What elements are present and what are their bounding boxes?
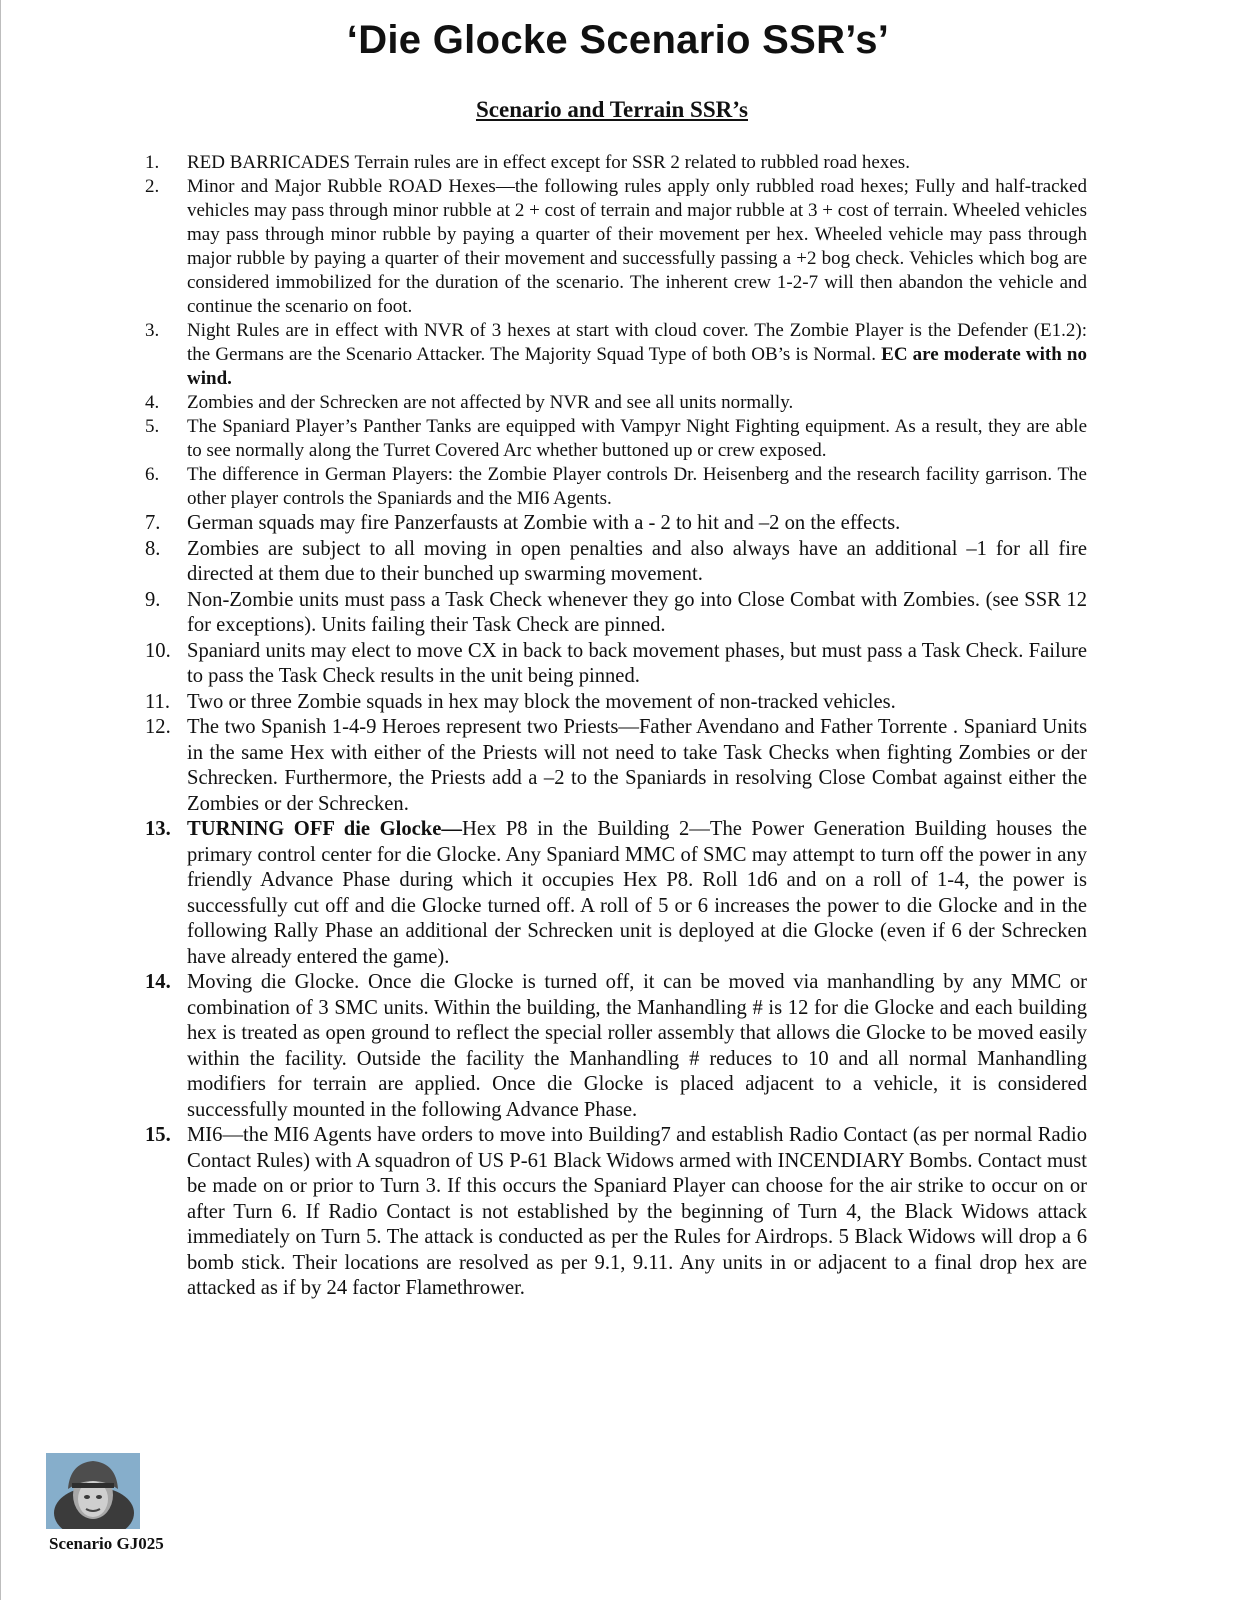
rule-number: 6.: [145, 464, 160, 485]
rule-item: [145, 970, 1087, 1123]
rule-item: [145, 715, 1087, 817]
section-heading: Scenario and Terrain SSR’s: [475, 97, 748, 122]
soldier-portrait-graphic: [46, 1453, 140, 1529]
rule-text: Zombies and der Schrecken are not affected by NVR and see all units normally.: [187, 392, 794, 413]
rule-number: 10.: [145, 639, 171, 662]
rule-text: RED BARRICADES Terrain rules are in effect except for SSR 2 related to rubbled road hexes.: [187, 152, 910, 173]
rule-text: German squads may fire Panzerfausts at Zombie with a - 2 to hit and –2 on the effects.: [187, 512, 901, 534]
rule-text: Two or three Zombie squads in hex may block the movement of non-tracked vehicles.: [187, 690, 896, 713]
rule-number: 15.: [145, 1124, 171, 1146]
rule-text: MI6—the MI6 Agents have orders to move into Building7 and establish Radio Contact (as per normal Radio Contact Rules) with A squadron of US P-61 Black Widows armed with INCENDIARY Bombs. Contact must be made on or prior to Turn 3. If this occurs the Spaniard Player can choose for the air strike to occur on or after Turn 6. If Radio Contact is not established by the beginning of Turn 4, the Black Widows attack immediately on Turn 5. The attack is conducted as per the Rules for Airdrops. 5 Black Widows will drop a 6 bomb stick. Their locations are resolved as per 9.1, 9.11. Any units in or adjacent to a final drop hex are attacked as if by 24 factor Flamethrower.: [187, 1124, 1087, 1299]
rule-item: [145, 319, 1087, 391]
rule-number: 13.: [145, 818, 171, 840]
rule-number: 11.: [145, 690, 170, 713]
rule-item: [145, 511, 1087, 537]
rule-item: [145, 1123, 1087, 1302]
rule-number: 1.: [145, 152, 160, 173]
rule-number: 3.: [145, 320, 160, 341]
rule-text: Zombies are subject to all moving in open penalties and also always have an additional –1 for all fire directed at them due to their bunched up swarming movement.: [187, 537, 1087, 585]
rule-text: The difference in German Players: the Zombie Player controls Dr. Heisenberg and the research facility garrison. The other player controls the Spaniards and the MI6 Agents.: [187, 464, 1087, 509]
rule-text: The Spaniard Player’s Panther Tanks are equipped with Vampyr Night Fighting equipment. As a result, they are able to see normally along the Turret Covered Arc whether buttoned up or crew exposed.: [187, 416, 1087, 461]
rule-item: [145, 415, 1087, 463]
rule-text: Non-Zombie units must pass a Task Check whenever they go into Close Combat with Zombies. (see SSR 12 for exceptions). Units failing their Task Check are pinned.: [187, 588, 1087, 636]
rule-text: Hex P8 in the Building 2—The Power Generation Building houses the primary control center for die Glocke. Any Spaniard MMC of SMC may attempt to turn off the power in any friendly Advance Phase during which it occupies Hex P8. Roll 1d6 and on a roll of 1-4, the power is successfully cut off and die Glocke turned off. A roll of 5 or 6 increases the power to die Glocke and in the following Rally Phase an additional der Schrecken unit is deployed at die Glocke (even if 6 der Schrecken have already entered the game).: [187, 818, 1087, 968]
rule-number: 2.: [145, 176, 160, 197]
rule-text: The two Spanish 1-4-9 Heroes represent two Priests—Father Avendano and Father Torrente . Spaniard Units in the same Hex with either of the Priests will not need to take Task Checks when fighting Zombies or der Schrecken. Furthermore, the Priests add a –2 to the Spaniards in resolving Close Combat against either the Zombies or der Schrecken.: [187, 716, 1087, 815]
scenario-id-label: Scenario GJ025: [49, 1534, 164, 1553]
rule-item: [145, 639, 1087, 690]
rule-number: 5.: [145, 416, 160, 437]
rule-number: 7.: [145, 512, 161, 534]
rule-number: 4.: [145, 392, 160, 413]
rule-item: [145, 817, 1087, 970]
page-left-border: [0, 0, 1, 1600]
rule-text: Spaniard units may elect to move CX in back to back movement phases, but must pass a Task Check. Failure to pass the Task Check results in the unit being pinned.: [187, 639, 1087, 687]
rule-item: [145, 175, 1087, 319]
rule-text: Moving die Glocke. Once die Glocke is turned off, it can be moved via manhandling by any MMC or combination of 3 SMC units. Within the building, the Manhandling # is 12 for die Glocke and each building hex is treated as open ground to reflect the special roller assembly that allows die Glocke to be moved easily within the facility. Outside the facility the Manhandling # reduces to 10 and all normal Manhandling modifiers for terrain are applied. Once die Glocke is placed adjacent to a vehicle, it is considered successfully mounted in the following Advance Phase.: [187, 971, 1087, 1121]
rule-emphasis: EC are moderate with no wind.: [187, 344, 1087, 389]
rule-item: [145, 690, 1087, 716]
rule-emphasis: TURNING OFF die Glocke—: [187, 818, 462, 840]
soldier-portrait-icon: [46, 1453, 140, 1529]
rule-item: [145, 537, 1087, 588]
rule-item: [145, 463, 1087, 511]
rule-text: Minor and Major Rubble ROAD Hexes—the following rules apply only rubbled road hexes; Fully and half-tracked vehicles may pass through minor rubble at 2 + cost of terrain and major rubble at 3 + cost of terrain. Wheeled vehicles may pass through minor rubble by paying a quarter of their movement per hex. Wheeled vehicle may pass through major rubble by paying a quarter of their movement and successfully passing a +2 bog check. Vehicles which bog are considered immobilized for the duration of the scenario. The inherent crew 1-2-7 will then abandon the vehicle and continue the scenario on foot.: [187, 176, 1087, 317]
rule-number: 14.: [145, 971, 171, 993]
rule-item: [145, 588, 1087, 639]
document-title: ‘Die Glocke Scenario SSR’s’: [346, 18, 890, 62]
rule-number: 12.: [145, 716, 171, 738]
rule-text: Night Rules are in effect with NVR of 3 hexes at start with cloud cover. The Zombie Player is the Defender (E1.2): the Germans are the Scenario Attacker. The Majority Squad Type of both OB’s is Normal.: [187, 320, 1087, 365]
rule-item: [145, 391, 1087, 415]
rule-number: 9.: [145, 588, 161, 611]
ssr-rules-list: [145, 151, 1087, 1302]
rule-number: 8.: [145, 537, 161, 560]
rule-item: [145, 151, 1087, 175]
